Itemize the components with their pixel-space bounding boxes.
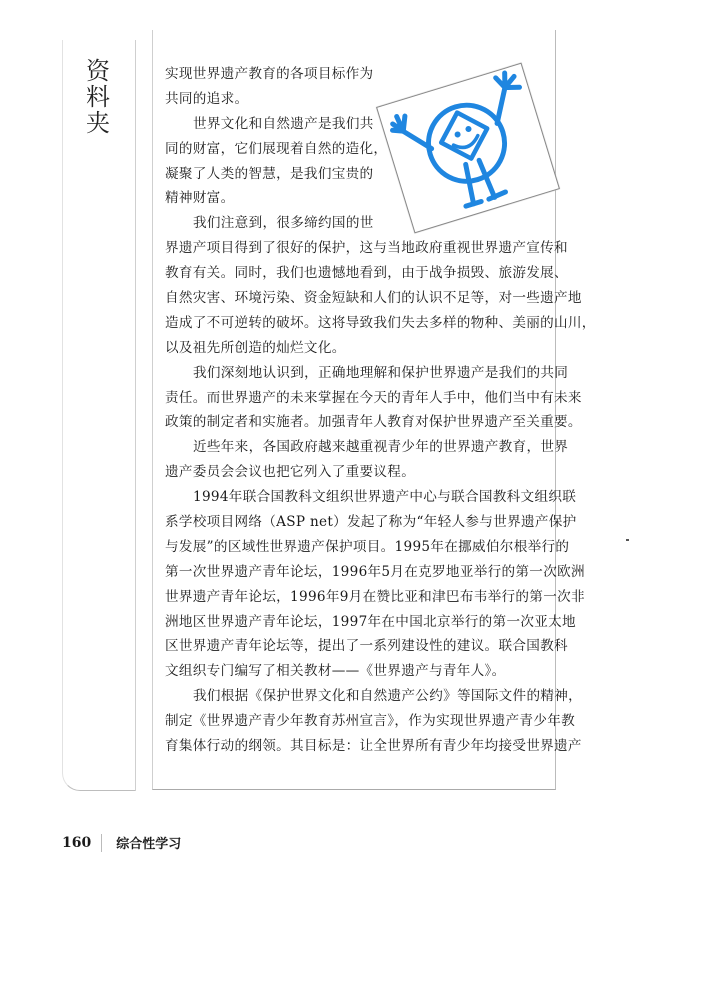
paragraph [165,435,569,485]
text-line: 界遗产项目得到了很好的保护，这与当地政府重视世界遗产宣传和 [165,240,568,257]
paragraph [165,684,583,759]
text-line: 我们注意到，很多缔约国的世 [193,215,374,232]
text-line: 1994年联合国教科文组织世界遗产中心与联合国教科文组织联 [193,489,577,506]
text-line: 自然灾害、环境污染、资金短缺和人们的认识不足等，对一些遗产地 [165,290,582,307]
text-line: 系学校项目网络（ASP net）发起了称为“年轻人参与世界遗产保护 [165,514,577,531]
text-line: 遗产委员会会议也把它列入了重要议程。 [165,464,416,481]
text-line: 造成了不可逆转的破坏。这将导致我们失去多样的物种、美丽的山川， [165,314,596,331]
text-line: 世界文化和自然遗产是我们共 [193,115,374,132]
text-line: 责任。而世界遗产的未来掌握在今天的青年人手中，他们当中有未来 [165,389,582,406]
text-line: 育集体行动的纲领。其目标是：让全世界所有青少年均接受世界遗产 [165,738,582,755]
text-line: 第一次世界遗产青年论坛，1996年5月在克罗地亚举行的第一次欧洲 [165,563,585,580]
article-body [165,62,596,759]
text-line: 共同的追求。 [165,90,249,107]
text-line: 文组织专门编写了相关教材——《世界遗产与青年人》。 [165,663,506,680]
text-line: 凝聚了人类的智慧，是我们宝贵的 [165,165,374,182]
footer-divider [101,834,102,852]
text-line: 以及祖先所创造的灿烂文化。 [165,339,346,356]
text-line: 与发展”的区域性世界遗产保护项目。1995年在挪威伯尔根举行的 [165,538,570,555]
paragraph [165,485,585,684]
page-footer [62,833,181,852]
text-line: 区世界遗产青年论坛等，提出了一系列建设性的建议。联合国教科 [165,638,568,655]
text-line: 教育有关。同时，我们也遗憾地看到，由于战争损毁、旅游发展、 [165,265,568,282]
text-line: 我们根据《保护世界文化和自然遗产公约》等国际文件的精神， [193,688,583,705]
page-number: 160 [62,834,92,851]
paragraph [165,112,550,212]
paragraph [165,211,596,360]
text-line: 我们深刻地认识到，正确地理解和保护世界遗产是我们的共同 [193,364,569,381]
text-line: 实现世界遗产教育的各项目标作为 [165,66,374,82]
text-line: 洲地区世界遗产青年论坛，1997年在中国北京举行的第一次亚太地 [165,613,576,630]
text-line: 制定《世界遗产青少年教育苏州宣言》，作为实现世界遗产青少年教 [165,713,576,730]
sidebar-box [62,40,136,791]
text-line: 政策的制定者和实施者。加强青年人教育对保护世界遗产至关重要。 [165,414,582,431]
paragraph [165,361,582,436]
text-line: 精神财富。 [165,190,235,207]
paragraph [165,62,550,112]
section-name: 综合性学习 [116,837,182,852]
sidebar-title: 资料夹 [86,57,110,137]
scan-mark [626,539,629,541]
text-line: 近些年来，各国政府越来越重视青少年的世界遗产教育，世界 [193,439,569,456]
text-line: 同的财富，它们展现着自然的造化， [165,140,388,157]
text-line: 世界遗产青年论坛，1996年9月在赞比亚和津巴布韦举行的第一次非 [165,588,585,605]
